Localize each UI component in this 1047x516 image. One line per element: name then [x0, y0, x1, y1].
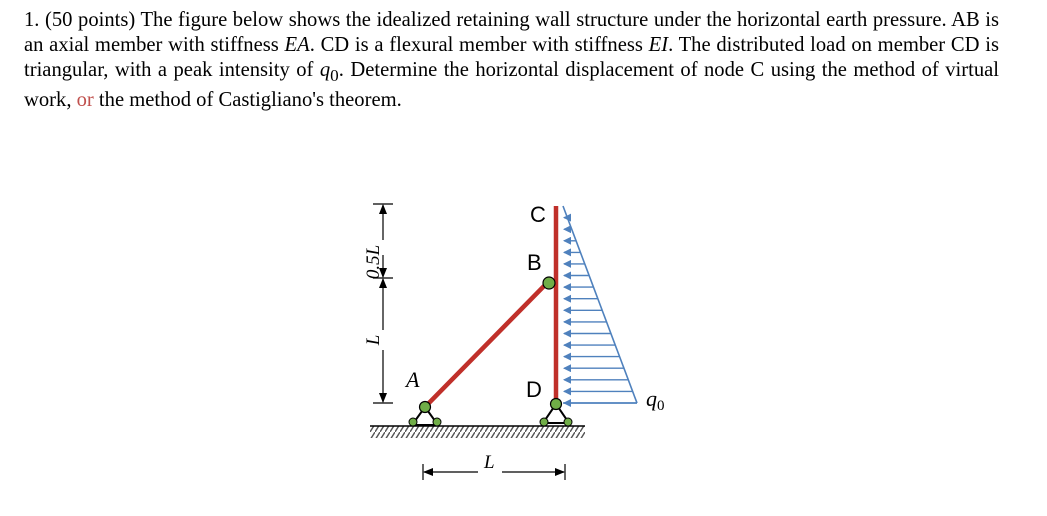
node-b — [543, 277, 555, 289]
vertical-dimension — [373, 204, 393, 403]
problem-text-2: . CD is a flexural member with stiffness — [309, 34, 649, 56]
peak-intensity-q: q — [319, 59, 331, 81]
problem-text-5: the method of Castigliano's theorem. — [93, 89, 402, 112]
label-a: A — [406, 367, 420, 392]
dim-label-lower: L — [363, 334, 384, 346]
label-q0-var: q — [646, 386, 657, 411]
or-word: or — [76, 89, 94, 112]
peak-intensity-subscript: 0 — [330, 66, 339, 86]
node-d — [551, 399, 562, 410]
node-a — [420, 402, 431, 413]
problem-text-1: 1. (50 points) The figure below shows the idealized retaining wall structure under the horizontal earth pressure. AB is an axial member with stiffness — [24, 9, 999, 56]
stiffness-ea: EA — [284, 34, 310, 56]
label-q0-sub: 0 — [657, 398, 665, 414]
pin-support-a — [409, 402, 441, 427]
dim-label-base: L — [484, 452, 495, 473]
problem-text-3: . The distributed load on member CD is triangular, with a peak intensity of — [24, 34, 999, 81]
problem-text-4: . Determine the horizontal displacement of node C using the method of virtual work, — [24, 59, 1000, 112]
stiffness-ei: EI — [648, 34, 669, 56]
label-q0 — [646, 386, 665, 414]
triangular-distributed-load — [563, 206, 637, 403]
label-d: D — [526, 377, 542, 402]
label-b: B — [527, 250, 542, 275]
ground-hatching — [370, 426, 585, 438]
load-envelope — [563, 206, 637, 403]
dim-label-upper: 0.5L — [363, 244, 384, 280]
label-c: C — [530, 202, 546, 227]
